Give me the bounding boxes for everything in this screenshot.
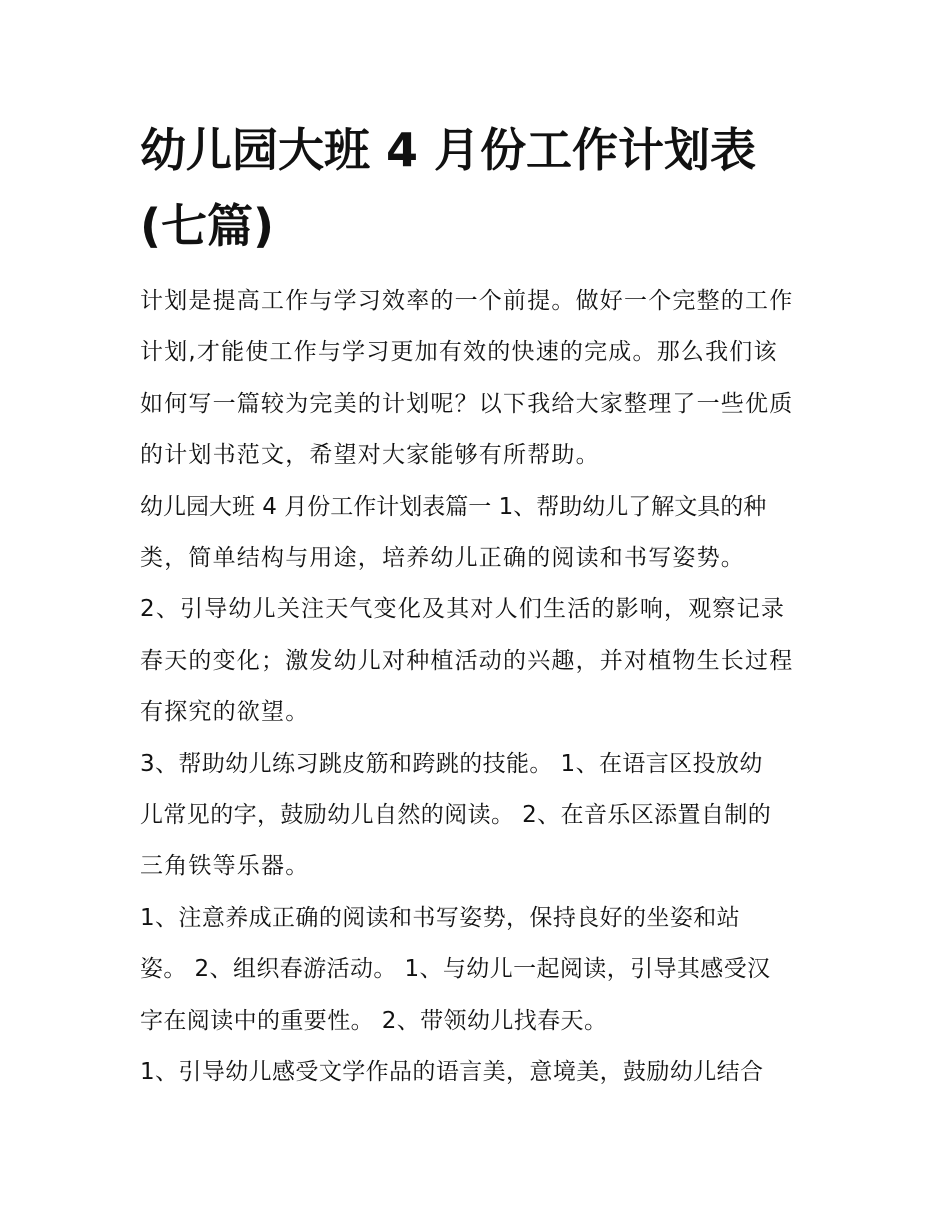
- body-line: 如何写一篇较为完美的计划呢？以下我给大家整理了一些优质: [140, 390, 794, 417]
- body-line: 幼儿园大班 4 月份工作计划表篇一 1、帮助幼儿了解文具的种: [140, 493, 767, 520]
- body-line: 计划,才能使工作与学习更加有效的快速的完成。那么我们该: [140, 339, 778, 366]
- body-line: 的计划书范文，希望对大家能够有所帮助。: [140, 442, 600, 469]
- title-line-1: 幼儿园大班 4 月份工作计划表: [140, 123, 757, 177]
- body-line: 1、引导幼儿感受文学作品的语言美，意境美，鼓励幼儿结合: [140, 1059, 764, 1086]
- body-line: 字在阅读中的重要性。 2、带领幼儿找春天。: [140, 1007, 608, 1034]
- body-line: 类，简单结构与用途，培养幼儿正确的阅读和书写姿势。: [140, 545, 745, 572]
- body-line: 3、帮助幼儿练习跳皮筋和跨跳的技能。 1、在语言区投放幼: [140, 750, 763, 777]
- body-line: 姿。 2、组织春游活动。 1、与幼儿一起阅读，引导其感受汉: [140, 956, 771, 983]
- body-line: 1、注意养成正确的阅读和书写姿势，保持良好的坐姿和站: [140, 904, 741, 931]
- document-title: [140, 112, 830, 264]
- body-line: 三角铁等乐器。: [140, 853, 310, 880]
- document-body: [140, 276, 830, 1099]
- body-line: 有探究的欲望。: [140, 699, 310, 726]
- body-line: 计划是提高工作与学习效率的一个前提。做好一个完整的工作: [140, 288, 794, 314]
- body-line: 春天的变化；激发幼儿对种植活动的兴趣，并对植物生长过程: [140, 647, 794, 674]
- title-line-2: (七篇): [140, 199, 275, 253]
- body-line: 2、引导幼儿关注天气变化及其对人们生活的影响，观察记录: [140, 596, 786, 623]
- body-line: 儿常见的字，鼓励幼儿自然的阅读。 2、在音乐区添置自制的: [140, 802, 772, 829]
